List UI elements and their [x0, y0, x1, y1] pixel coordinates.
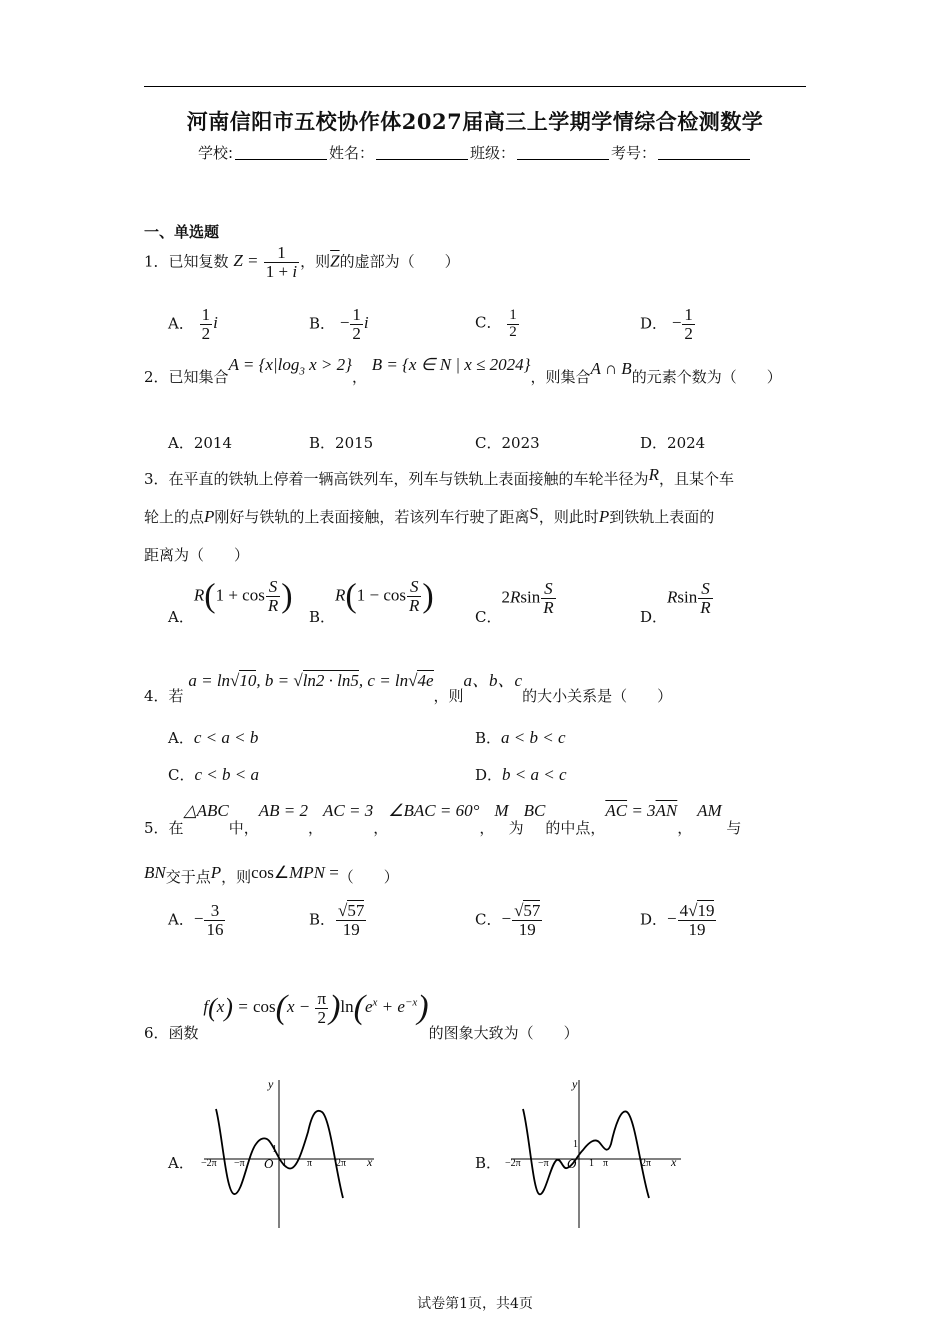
frac-den: 19	[688, 919, 706, 939]
frac-den: 2	[684, 323, 693, 343]
q5-text: ，	[677, 819, 693, 837]
x-one-label: 1	[282, 1158, 287, 1169]
q3-text: ，且某个车	[658, 470, 734, 488]
x-axis-label: x	[367, 1155, 373, 1169]
imag-unit: i	[363, 313, 369, 333]
neg-pi-label: −π	[538, 1158, 549, 1169]
minus-sign: −	[193, 909, 204, 929]
option-label: A．	[168, 910, 194, 929]
class-blank[interactable]	[517, 145, 609, 160]
school-label: 学校:	[197, 144, 233, 162]
x-one-label: 1	[589, 1158, 594, 1169]
option-label: A．	[168, 314, 194, 333]
intersection: A ∩ B	[590, 359, 632, 378]
imag-unit: i	[213, 313, 218, 333]
q5-text: 为	[508, 819, 524, 837]
q3-option-d[interactable]: D．Rsin $\frac{S}{R}$	[640, 579, 711, 627]
q1-pre: 已知复数	[168, 252, 229, 271]
y-one-label: 1	[573, 1139, 578, 1150]
q2-option-c[interactable]	[475, 432, 540, 453]
question-5-line-1: 5．在△ABC中，AB = 2，AC = 3，∠BAC = 60°，M为BC的中点，$\overline{AC} = 3\overline{AN}$， AM 与	[144, 801, 742, 837]
frac-num: 57	[347, 901, 365, 920]
school-blank[interactable]	[235, 145, 327, 160]
frac-den: 19	[342, 919, 360, 939]
pi-label: π	[307, 1158, 313, 1169]
q2-number: 2．	[144, 368, 169, 386]
q1-formula: Z = $\frac{1}{1 + i}$	[233, 243, 298, 281]
q6-formula: f(x) = cos(x − $\frac{\pi}{2}$ )$\ln(e^x + e^{-x})$	[203, 989, 429, 1027]
q2-post: 的元素个数为（ ）	[631, 368, 782, 386]
q4-option-c[interactable]	[168, 764, 259, 785]
q1-option-a[interactable]	[168, 306, 218, 343]
q6-graph-a[interactable]	[196, 1072, 386, 1232]
q1-option-b[interactable]	[309, 306, 369, 343]
frac-num: 1	[509, 307, 517, 323]
option-text: 2024	[667, 434, 706, 452]
q2-sep: ，	[351, 368, 367, 386]
option-text: 2023	[501, 434, 540, 452]
frac-num: 19	[697, 901, 715, 920]
q4-option-a[interactable]	[168, 727, 258, 748]
page-footer: 试卷第1页，共4页	[417, 1296, 533, 1312]
q3-text: 在平直的铁轨上停着一辆高铁列车，列车与铁轨上表面接触的车轮半径为	[168, 470, 649, 488]
q3-option-c[interactable]: C．2Rsin $\frac{S}{R}$	[475, 579, 554, 627]
x-axis-label: x	[671, 1155, 677, 1169]
set-b: B = {x ∈ N | x ≤ 2024}	[371, 355, 531, 374]
q3-text: 刚好与铁轨的上表面接触，若该列车行驶了距离	[214, 508, 530, 526]
option-label: D．	[640, 314, 668, 333]
q5-text: 的中点，	[545, 819, 606, 837]
q2-option-a[interactable]	[168, 432, 232, 453]
q5-number: 5．	[144, 819, 169, 837]
q5-text: （ ）	[338, 868, 399, 886]
q5-text: ，则	[221, 868, 252, 886]
q3-text: 轮上的点	[144, 508, 205, 526]
frac-den: 16	[206, 919, 224, 939]
frac-den: 2	[352, 323, 361, 343]
frac-num: 1	[201, 305, 211, 324]
option-label: B．	[309, 608, 336, 627]
option-label: D．	[640, 910, 668, 929]
name-blank[interactable]	[376, 145, 468, 160]
q5-text: 交于点	[165, 868, 211, 886]
origin-label: O	[264, 1156, 274, 1171]
q3-text: 到铁轨上表面的	[609, 508, 715, 526]
q2-mid: ，则集合	[530, 368, 591, 386]
q1-option-d[interactable]	[640, 306, 696, 343]
option-text: 2014	[193, 434, 233, 452]
q2-option-d[interactable]	[640, 432, 705, 453]
q3-number: 3．	[144, 470, 169, 488]
q6-option-a-label[interactable]: A．	[168, 1154, 194, 1172]
q6-text: 的图象大致为（ ）	[428, 1024, 579, 1043]
frac-num: 1	[352, 305, 361, 324]
student-info-line	[0, 142, 950, 163]
y-axis-label: y	[268, 1077, 274, 1091]
q5-option-d[interactable]: D．− $\frac{4√19}{19}$	[640, 901, 715, 939]
q6-number: 6．	[144, 1024, 169, 1043]
class-label: 班级：	[470, 144, 516, 162]
page-title: 河南信阳市五校协作体2027届高三上学期学情综合检测数学	[186, 109, 764, 134]
question-3-line-2: 轮上的点P刚好与铁轨的上表面接触，若该列车行驶了距离S，则此时P到铁轨上表面的	[144, 504, 715, 526]
option-label: D．	[640, 434, 668, 452]
frac-num: 1	[684, 305, 693, 324]
option-label: C．	[475, 434, 502, 452]
q3-option-b[interactable]: B．R(1 − cos $\frac{S}{R}$ )	[309, 577, 434, 627]
neg-two-pi-label: −2π	[505, 1158, 521, 1169]
two-pi-label: 2π	[641, 1158, 652, 1169]
id-label: 考号：	[611, 144, 657, 162]
q5-text: ，	[308, 819, 324, 837]
question-2	[144, 355, 782, 389]
neg-two-pi-label: −2π	[201, 1158, 217, 1169]
neg-pi-label: −π	[234, 1158, 245, 1169]
q4-formula: a = ln√10, b = √ln2 · ln5, c = ln√4e	[188, 671, 434, 690]
frac-den: 2	[509, 323, 517, 340]
q1-option-c[interactable]	[475, 308, 520, 341]
q5-text: 中，	[228, 819, 259, 837]
header-rule	[144, 86, 806, 87]
q3-option-a[interactable]: A．R(1 + cos $\frac{S}{R}$ )	[168, 577, 293, 627]
option-label: A．	[168, 608, 194, 627]
q1-post: 的虚部为（ ）	[339, 252, 460, 271]
q4-option-d[interactable]	[475, 764, 567, 785]
question-3-line-3: 距离为（ ）	[144, 546, 250, 564]
two-pi-label: 2π	[336, 1158, 347, 1169]
coefficient: 4	[679, 901, 689, 920]
minus-sign: −	[667, 909, 677, 929]
q5-text: 在	[168, 819, 184, 837]
question-6	[144, 989, 579, 1043]
q6-text: 函数	[168, 1024, 199, 1043]
q4-mid: ，则	[433, 687, 464, 705]
option-label: B．	[309, 910, 336, 929]
option-text: c < a < b	[193, 728, 259, 747]
question-3-line-1: 3．在平直的铁轨上停着一辆高铁列车，列车与铁轨上表面接触的车轮半径为R，且某个车	[144, 465, 734, 488]
q5-text: ，	[479, 819, 495, 837]
question-4: 4．若 a = ln√10, b = √ln2 · ln5, c = ln√4e，则a、b、c的大小关系是（ ）	[144, 671, 673, 705]
option-label: B．	[309, 434, 336, 452]
option-label: C．	[475, 608, 502, 627]
frac-den: 2	[201, 323, 211, 343]
option-text: c < b < a	[194, 765, 259, 784]
option-label: B．	[475, 729, 502, 747]
option-text: 2015	[335, 434, 374, 452]
q6-graph-b[interactable]	[503, 1072, 693, 1232]
frac-num: 57	[523, 901, 541, 920]
q5-option-c[interactable]: C．− $\frac{√57}{19}$	[475, 901, 541, 939]
q6-option-b-label[interactable]: B．	[475, 1154, 502, 1172]
option-label: C．	[168, 766, 195, 784]
q2-option-b[interactable]	[309, 432, 373, 453]
frac-num: 3	[204, 902, 225, 921]
q4-option-b[interactable]	[475, 727, 566, 748]
q2-pre: 已知集合	[168, 368, 229, 386]
q3-text: ，则此时	[538, 508, 599, 526]
q4-pre: 若	[168, 687, 184, 705]
q5-text: ，	[373, 819, 389, 837]
name-label: 姓名：	[329, 144, 375, 162]
option-label: D．	[475, 766, 503, 784]
option-label: A．	[168, 729, 194, 747]
set-a: $A = \{x|\log_3$ x > 2}	[228, 355, 352, 378]
option-label: C．	[475, 313, 502, 332]
q5-option-b[interactable]: B． $\frac{√57}{19}$	[309, 901, 365, 939]
frac-den: 19	[518, 919, 536, 939]
section-title: 一、单选题	[144, 223, 220, 241]
option-text: b < a < c	[502, 765, 567, 784]
option-text: a < b < c	[501, 728, 566, 747]
q5-option-a[interactable]	[168, 902, 226, 939]
minus-sign: −	[339, 313, 350, 333]
q4-post: 的大小关系是（ ）	[522, 687, 673, 705]
pi-label: π	[603, 1158, 609, 1169]
question-5-line-2: BN交于点P，则cos∠MPN =（ ）	[144, 863, 399, 886]
y-axis-label: y	[572, 1077, 578, 1091]
question-1	[144, 244, 460, 281]
curve-b	[523, 1109, 652, 1198]
option-label: A．	[168, 434, 194, 452]
minus-sign: −	[501, 909, 512, 929]
id-blank[interactable]	[658, 145, 750, 160]
origin-label: O	[567, 1156, 577, 1171]
option-label: D．	[640, 608, 668, 627]
y-one-label: 1	[272, 1144, 277, 1155]
q1-mid: ，则	[300, 252, 331, 271]
q5-text: 与	[726, 819, 742, 837]
option-label: B．	[309, 314, 336, 333]
q4-number: 4．	[144, 687, 169, 705]
option-label: C．	[475, 910, 502, 929]
minus-sign: −	[671, 313, 682, 333]
q1-conj: $\overline{Z}$	[330, 251, 340, 271]
q1-number: 1．	[144, 252, 169, 271]
